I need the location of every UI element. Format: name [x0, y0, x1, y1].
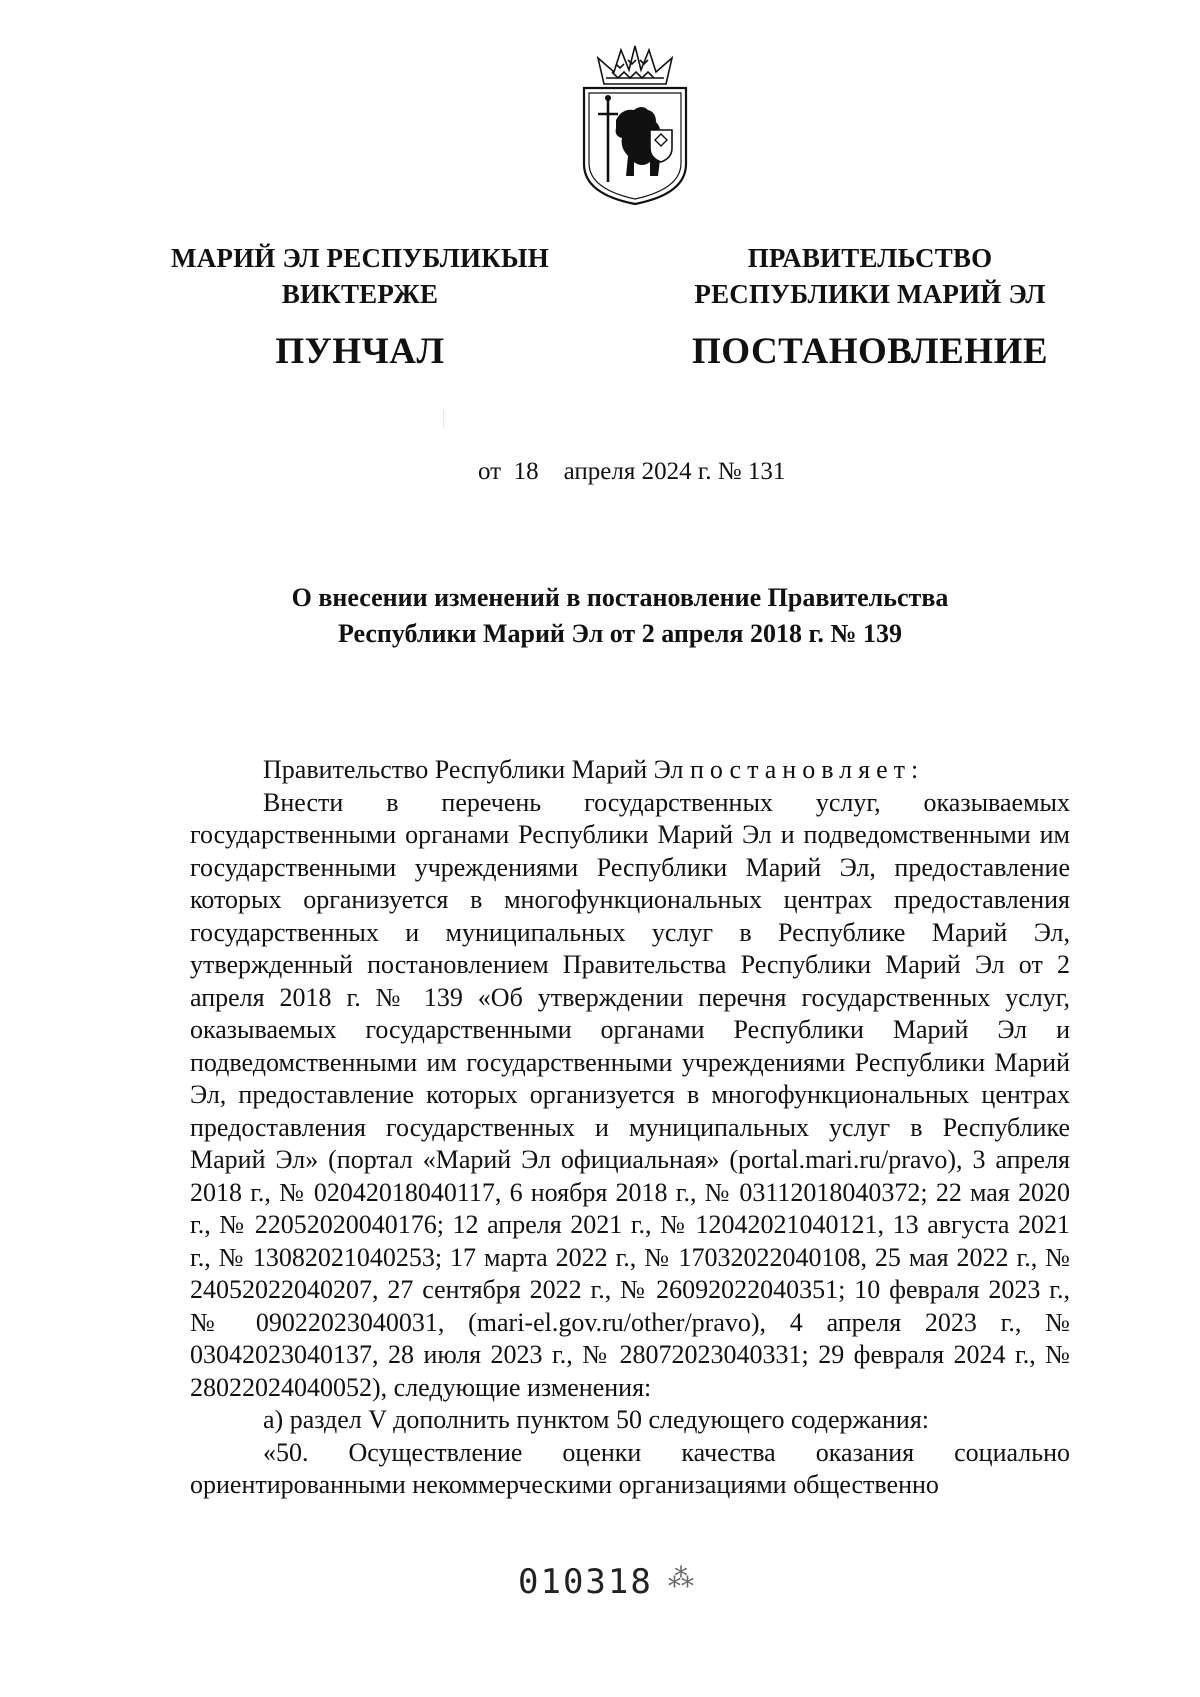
document-title-line1: О внесении изменений в постановление Правительства [291, 583, 949, 612]
date-prefix: от [478, 458, 502, 485]
intro-spaced-verb: постановляет: [689, 755, 925, 784]
paragraph-1: Внести в перечень государственных услуг, оказываемых государственными органами Республики Марий Эл и подведомственными им государственными учреждениями Республики Марий Эл, предоставление которых организуется в многофункциональных центрах предоставления государственных и муниципальных услуг в Республике Марий Эл, утвержденный постановлением Правительства Республики Марий Эл от 2 апреля 2018 г. № 139 «Об утверждении перечня государственных услуг, оказываемых государственными органами Республики Марий Эл и подведомственными им государственными учреждениями Республики Марий Эл, предоставление которых организуется в многофункциональных центрах предоставления государственных и муниципальных услуг в Республике Марий Эл» (портал «Марий Эл официальная» (portal.mari.ru/pravo), 3 апреля 2018 г., № 02042018040117, 6 ноября 2018 г., № 03112018040372; 22 мая 2020 г., № 22052020040176; 12 апреля 2021 г., № 12042021040121, 13 августа 2021 г., № 13082021040253; 17 марта 2022 г., № 17032022040108, 25 мая 2022 г., № 24052022040207, 27 сентября 2022 г., № 26092022040351; 10 февраля 2023 г., № 09022023040031, (mari-el.gov.ru/other/pravo), 4 апреля 2023 г., № 03042023040137, 28 июля 2023 г., № 28072023040331; 29 февраля 2024 г., № 28022024040052), следующие изменения: [190, 787, 1070, 1402]
header-mari-line1: МАРИЙ ЭЛ РЕСПУБЛИКЫН [171, 243, 549, 273]
coat-of-arms-svg [576, 44, 694, 212]
header-russian [650, 240, 1090, 374]
document-title [170, 580, 1070, 652]
intro-lead: Правительство Республики Марий Эл [263, 755, 684, 784]
header-russian-line2: РЕСПУБЛИКИ МАРИЙ ЭЛ [694, 279, 1046, 309]
intro-paragraph [190, 754, 1070, 787]
header-mari-line2: ВИКТЕРЖЕ [281, 279, 439, 309]
date-day: 18 [513, 458, 539, 485]
item-50: «50. Осуществление оценки качества оказания социально ориентированными некоммерческими организациями общественно [190, 1437, 1070, 1499]
header-russian-line1: ПРАВИТЕЛЬСТВО [747, 243, 993, 273]
date-month-year: апреля 2024 г. [563, 458, 712, 485]
scan-artifact [443, 410, 444, 428]
stamp-mark-icon: ⁂ [668, 1564, 694, 1593]
coat-of-arms-icon [576, 44, 694, 212]
header-russian-doc-type: ПОСТАНОВЛЕНИЕ [691, 331, 1049, 372]
document-body [190, 754, 1070, 1502]
date-line [478, 458, 785, 486]
header-mari [150, 240, 570, 374]
header-mari-doc-type: ПУНЧАЛ [275, 331, 445, 372]
serial-number: 010318 [518, 1562, 653, 1602]
document-title-line2: Республики Марий Эл от 2 апреля 2018 г. № 139 [337, 619, 902, 648]
document-number: № 131 [717, 458, 786, 485]
item-a: а) раздел V дополнить пунктом 50 следующего содержания: [263, 1405, 930, 1434]
